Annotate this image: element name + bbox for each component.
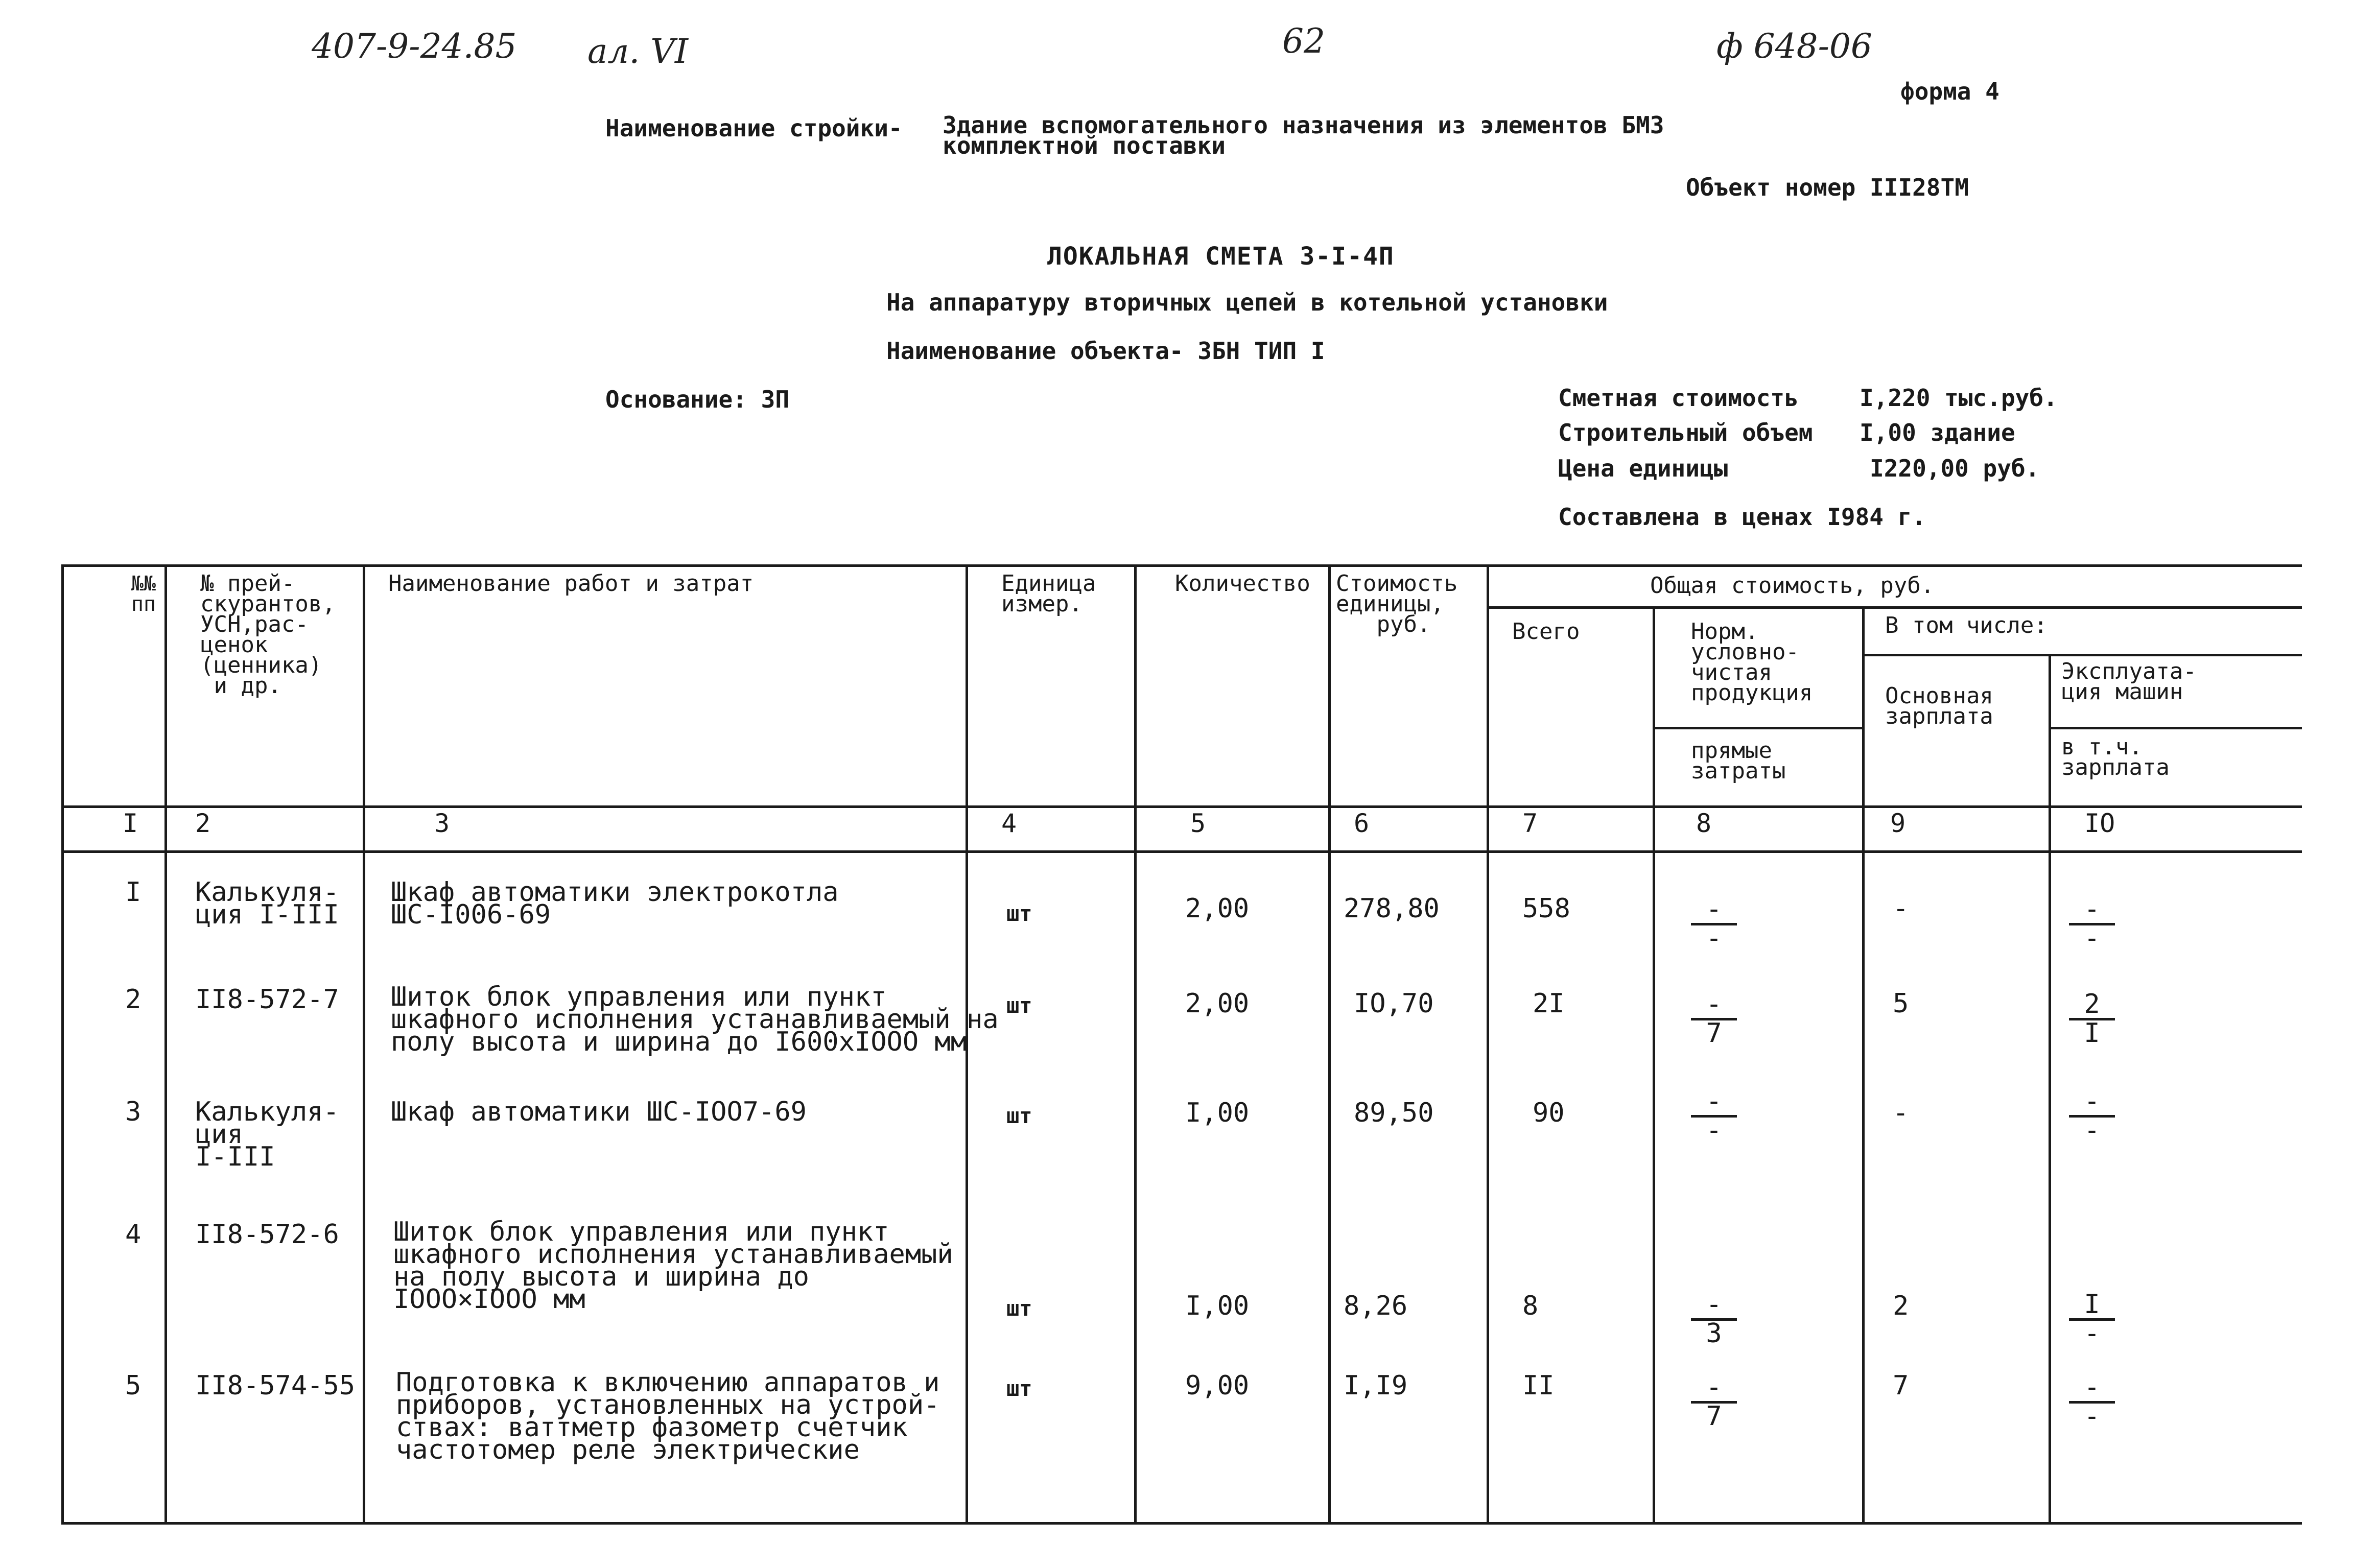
row-base-salary: - — [1893, 893, 1909, 924]
row-unit: шт — [1006, 1376, 1032, 1401]
row-price-code: Калькуля- ция I-III — [195, 1097, 339, 1172]
construction-name-line1: Здание вспомогательного назначения из элементов БМЗ — [943, 111, 1664, 139]
page-number: 62 — [1282, 21, 1325, 61]
row-quantity: 2,00 — [1185, 988, 1250, 1019]
column-number: 6 — [1354, 809, 1370, 838]
row-number: 3 — [125, 1097, 142, 1127]
construction-label: Наименование стройки- — [605, 114, 903, 142]
estimate-table — [61, 564, 2302, 1525]
row-unit-cost: I,I9 — [1344, 1370, 1408, 1401]
row-unit-cost: 278,80 — [1344, 893, 1440, 924]
estimate-subtitle: На аппаратуру вторичных цепей в котельной установки — [886, 289, 1608, 316]
header-including: В том числе: — [1885, 612, 2048, 638]
header-base-salary: Основная зарплата — [1885, 683, 1993, 729]
unit-price-label: Цена единицы — [1558, 455, 1728, 482]
header-machine-operation: Эксплуата- ция машин — [2061, 658, 2197, 705]
column-number: 5 — [1190, 809, 1206, 838]
row-net-product-fraction: - 3 — [1691, 1292, 1737, 1347]
row-price-code: II8-572-7 — [195, 984, 339, 1015]
object-name: Наименование объекта- ЗБН ТИП I — [886, 337, 1325, 365]
object-number: Объект номер III28ТМ — [1686, 174, 1969, 201]
row-machine-fraction: - - — [2069, 896, 2115, 952]
row-total: 90 — [1533, 1098, 1565, 1128]
row-machine-fraction: I - — [2069, 1292, 2115, 1347]
row-base-salary: 5 — [1893, 988, 1909, 1019]
handwritten-stamp: ф 648-06 — [1716, 27, 1872, 66]
header-total: Всего — [1512, 619, 1580, 645]
row-number: 2 — [125, 984, 142, 1015]
row-net-product-fraction: - - — [1691, 1088, 1737, 1144]
form-label: форма 4 — [1900, 78, 1999, 105]
column-number: 3 — [434, 809, 450, 838]
prices-year: Составлена в ценах I984 г. — [1558, 503, 1926, 531]
row-quantity: I,00 — [1185, 1098, 1250, 1128]
header-net-product: Норм. условно- чистая продукция — [1691, 619, 1813, 706]
header-quantity: Количество — [1175, 571, 1310, 597]
row-net-product-fraction: - 7 — [1691, 991, 1737, 1047]
header-unit-cost: Стоимость единицы, руб. — [1336, 571, 1458, 637]
row-total: II — [1522, 1370, 1555, 1401]
row-unit: шт — [1006, 1103, 1032, 1128]
column-number: 7 — [1522, 809, 1538, 838]
row-number: 5 — [125, 1370, 142, 1401]
header-total-group: Общая стоимость, руб. — [1650, 573, 1935, 599]
row-machine-fraction: - - — [2069, 1088, 2115, 1144]
row-total: 8 — [1522, 1291, 1539, 1321]
basis: Основание: ЗП — [605, 386, 790, 413]
row-base-salary: 2 — [1893, 1291, 1909, 1321]
row-price-code: Калькуля- ция I-III — [195, 877, 339, 930]
row-work-name: Шиток блок управления или пункт шкафного исполнения устанавливаемый на полу высота и ширина до IООО×IООО мм — [393, 1217, 953, 1315]
header-machine-salary: в т.ч. зарплата — [2061, 734, 2170, 780]
cost-value: I,220 тыс.руб. — [1860, 384, 2058, 412]
column-number: IO — [2084, 809, 2115, 838]
row-base-salary: - — [1893, 1098, 1909, 1128]
row-work-name: Шкаф автоматики электрокотла ШС-I006-69 — [391, 877, 839, 930]
row-unit: шт — [1006, 1296, 1032, 1321]
row-work-name: Шкаф автоматики ШС-IОО7-69 — [391, 1097, 807, 1127]
row-quantity: 2,00 — [1185, 893, 1250, 924]
column-number: I — [123, 809, 138, 838]
row-unit-cost: 89,50 — [1354, 1098, 1434, 1128]
estimate-title: ЛОКАЛЬНАЯ СМЕТА 3-I-4П — [1047, 242, 1395, 271]
handwritten-album: ал. VI — [587, 32, 689, 71]
column-number: 8 — [1696, 809, 1712, 838]
row-machine-fraction: $\frac{2}{I}$ — [2069, 991, 2115, 1047]
row-net-product-fraction: - - — [1691, 896, 1737, 952]
row-unit: шт — [1006, 901, 1032, 926]
row-unit: шт — [1006, 993, 1032, 1018]
header-work-name: Наименование работ и затрат — [388, 571, 754, 597]
cost-label: Сметная стоимость — [1558, 384, 1799, 412]
row-price-code: II8-574-55 — [195, 1370, 356, 1401]
row-quantity: I,00 — [1185, 1291, 1250, 1321]
row-number: 4 — [125, 1219, 142, 1250]
volume-value: I,00 здание — [1860, 419, 2015, 446]
row-unit-cost: 8,26 — [1344, 1291, 1408, 1321]
unit-price-value: I220,00 руб. — [1870, 455, 2040, 482]
row-work-name: Подготовка к включению аппаратов и приборов, установленных на устрой- ствах: ваттметр фазометр счетчик частотомер реле электрические — [396, 1367, 940, 1465]
row-number: I — [125, 877, 142, 908]
row-base-salary: 7 — [1893, 1370, 1909, 1401]
volume-label: Строительный объем — [1558, 419, 1813, 446]
row-net-product-fraction: - 7 — [1691, 1374, 1737, 1430]
row-price-code: II8-572-6 — [195, 1219, 339, 1250]
row-work-name: Шиток блок управления или пункт шкафного исполнения устанавливаемый на полу высота и ширина до I600хIООО мм — [391, 982, 999, 1057]
row-total: 2I — [1533, 988, 1565, 1019]
row-total: 558 — [1522, 893, 1570, 924]
row-unit-cost: IО,70 — [1354, 988, 1434, 1019]
construction-name-line2: комплектной поставки — [943, 132, 1226, 159]
row-quantity: 9,00 — [1185, 1370, 1250, 1401]
handwritten-code: 407-9-24.85 — [312, 27, 517, 66]
header-unit: Единица измер. — [1001, 571, 1096, 617]
row-machine-fraction: - - — [2069, 1374, 2115, 1430]
header-price-list: № прей- скурантов, УСН,рас- ценок (ценника) и др. — [200, 571, 336, 699]
header-row-number: №№ пп — [131, 572, 156, 616]
column-number: 4 — [1001, 809, 1017, 838]
header-direct-costs: прямые затраты — [1691, 738, 1786, 784]
column-number: 2 — [195, 809, 211, 838]
column-number: 9 — [1890, 809, 1906, 838]
